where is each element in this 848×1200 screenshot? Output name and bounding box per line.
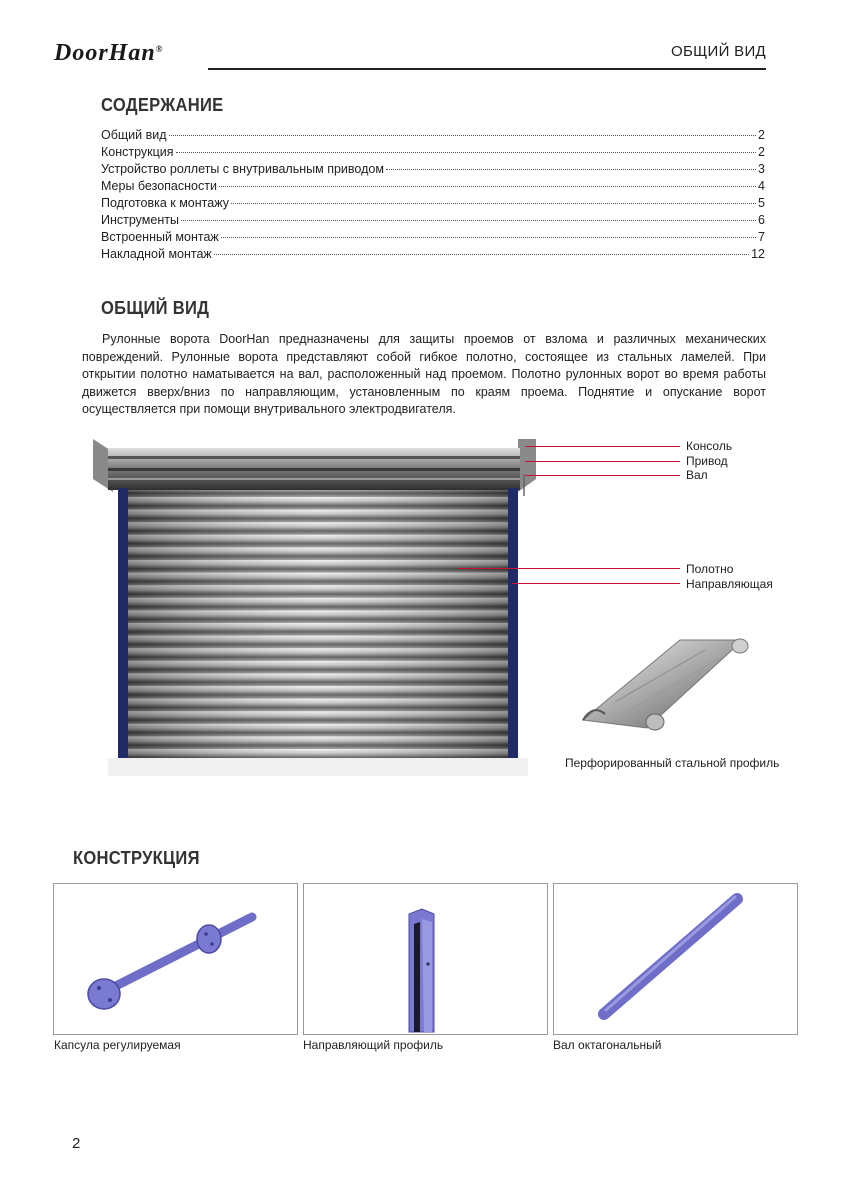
toc-item[interactable]: Общий вид 2 <box>101 128 765 142</box>
toc-item[interactable]: Конструкция 2 <box>101 145 765 159</box>
callout-line <box>525 446 680 447</box>
capsule-frame <box>53 883 298 1035</box>
callout-line <box>525 461 680 462</box>
callout-line <box>512 583 680 584</box>
general-heading: ОБЩИЙ ВИД <box>101 298 210 318</box>
toc-item[interactable]: Инструменты 6 <box>101 213 765 227</box>
header-divider <box>208 68 766 70</box>
label-guide: Направляющая <box>686 577 773 591</box>
doorhan-logo: DoorHan® <box>54 40 164 66</box>
toc-heading: СОДЕРЖАНИЕ <box>101 95 224 115</box>
guide-profile-caption: Направляющий профиль <box>303 1038 444 1052</box>
capsule-caption: Капсула регулируемая <box>54 1038 181 1052</box>
toc-item[interactable]: Накладной монтаж 12 <box>101 247 765 261</box>
roller-gate-image <box>88 434 543 779</box>
steel-profile-image <box>575 632 755 742</box>
toc-item[interactable]: Подготовка к монтажу 5 <box>101 196 765 210</box>
callout-line <box>458 568 680 569</box>
table-of-contents <box>101 128 765 264</box>
steel-profile-caption: Перфорированный стальной профиль <box>565 756 780 770</box>
label-curtain: Полотно <box>686 562 734 576</box>
toc-item[interactable]: Встроенный монтаж 7 <box>101 230 765 244</box>
page-number: 2 <box>72 1135 81 1152</box>
toc-item[interactable]: Устройство роллеты с внутривальным приводом 3 <box>101 162 765 176</box>
callout-line <box>525 475 680 476</box>
header-section-title: ОБЩИЙ ВИД <box>671 43 766 60</box>
label-shaft: Вал <box>686 468 708 482</box>
general-description: Рулонные ворота DoorHan предназначены для защиты проемов от взлома и различных механических повреждений. Рулонные ворота представляют собой гибкое полотно, состоящее из стальных ламелей. При открытии полотно наматывается на вал, расположенный над проемом. Полотно рулонных ворот во время работы движется вверх/вниз по направляющим, установленным по краям проема. Поднятие и опускание ворот осуществляется при помощи внутривального электродвигателя. <box>82 332 766 416</box>
label-console: Консоль <box>686 439 733 453</box>
label-drive: Привод <box>686 454 728 468</box>
roller-gate-illustration <box>88 434 543 779</box>
capsule-illustration <box>54 884 297 1034</box>
steel-profile-illustration <box>575 632 755 742</box>
octagonal-shaft-caption: Вал октагональный <box>553 1038 662 1052</box>
octagonal-shaft-illustration <box>554 884 797 1034</box>
toc-item[interactable]: Меры безопасности 4 <box>101 179 765 193</box>
guide-profile-frame <box>303 883 548 1035</box>
construction-heading: КОНСТРУКЦИЯ <box>73 848 200 868</box>
guide-profile-illustration <box>304 884 547 1034</box>
octagonal-shaft-frame <box>553 883 798 1035</box>
